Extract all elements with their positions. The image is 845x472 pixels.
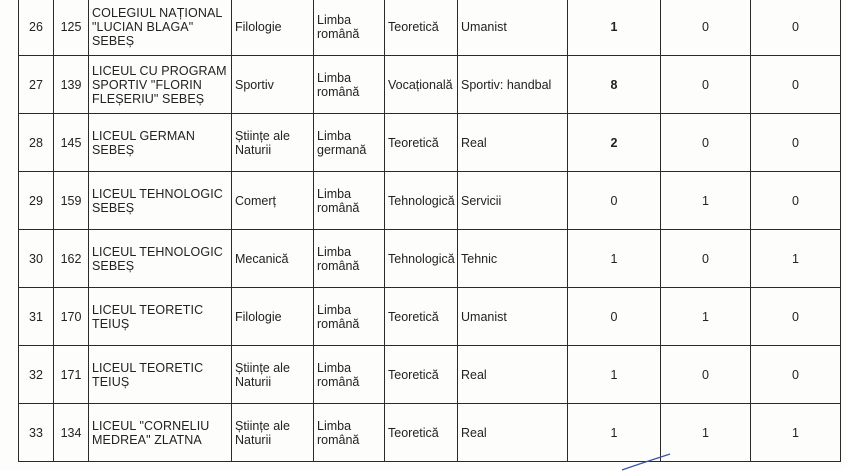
school-name-cell: COLEGIUL NAȚIONAL "LUCIAN BLAGA" SEBEȘ	[89, 0, 232, 56]
filiera-cell: Vocațională	[385, 56, 458, 114]
count-1-cell: 1	[568, 404, 661, 462]
filiera-cell: Tehnologică	[385, 230, 458, 288]
profile-cell: Științe ale Naturii	[232, 114, 314, 172]
specialization-cell: Sportiv: handbal	[458, 56, 568, 114]
filiera-cell: Tehnologică	[385, 172, 458, 230]
school-code-cell: 125	[54, 0, 89, 56]
school-name-cell: LICEUL TEHNOLOGIC SEBEȘ	[89, 172, 232, 230]
school-name-cell: LICEUL TEORETIC TEIUȘ	[89, 346, 232, 404]
row-number-cell: 31	[19, 288, 54, 346]
teaching-language-cell: Limba română	[314, 230, 385, 288]
count-2-cell: 0	[661, 56, 751, 114]
teaching-language-cell: Limba germană	[314, 114, 385, 172]
school-name-cell: LICEUL TEORETIC TEIUȘ	[89, 288, 232, 346]
specialization-cell: Tehnic	[458, 230, 568, 288]
teaching-language-cell: Limba română	[314, 56, 385, 114]
table-row	[19, 56, 841, 114]
profile-cell: Mecanică	[232, 230, 314, 288]
profile-cell: Științe ale Naturii	[232, 346, 314, 404]
count-3-cell: 1	[751, 404, 841, 462]
school-code-cell: 134	[54, 404, 89, 462]
count-1-cell: 8	[568, 56, 661, 114]
count-3-cell: 0	[751, 346, 841, 404]
count-1-cell: 0	[568, 172, 661, 230]
teaching-language-cell: Limba română	[314, 404, 385, 462]
school-code-cell: 139	[54, 56, 89, 114]
count-3-cell: 0	[751, 172, 841, 230]
count-2-cell: 0	[661, 346, 751, 404]
profile-cell: Științe ale Naturii	[232, 404, 314, 462]
count-2-cell: 0	[661, 230, 751, 288]
table-row	[19, 172, 841, 230]
count-2-cell: 0	[661, 0, 751, 56]
profile-cell: Filologie	[232, 0, 314, 56]
count-1-cell: 1	[568, 230, 661, 288]
row-number-cell: 28	[19, 114, 54, 172]
specialization-cell: Umanist	[458, 288, 568, 346]
teaching-language-cell: Limba română	[314, 0, 385, 56]
count-2-cell: 0	[661, 114, 751, 172]
row-number-cell: 26	[19, 0, 54, 56]
specialization-cell: Umanist	[458, 0, 568, 56]
count-3-cell: 0	[751, 56, 841, 114]
school-code-cell: 171	[54, 346, 89, 404]
specialization-cell: Servicii	[458, 172, 568, 230]
filiera-cell: Teoretică	[385, 114, 458, 172]
count-2-cell: 1	[661, 172, 751, 230]
teaching-language-cell: Limba română	[314, 288, 385, 346]
count-2-cell: 1	[661, 288, 751, 346]
filiera-cell: Teoretică	[385, 346, 458, 404]
school-name-cell: LICEUL GERMAN SEBEȘ	[89, 114, 232, 172]
row-number-cell: 32	[19, 346, 54, 404]
filiera-cell: Teoretică	[385, 404, 458, 462]
count-3-cell: 0	[751, 288, 841, 346]
school-code-cell: 162	[54, 230, 89, 288]
school-name-cell: LICEUL "CORNELIU MEDREA" ZLATNA	[89, 404, 232, 462]
profile-cell: Comerț	[232, 172, 314, 230]
school-name-cell: LICEUL CU PROGRAM SPORTIV "FLORIN FLEȘERIU" SEBEȘ	[89, 56, 232, 114]
profile-cell: Sportiv	[232, 56, 314, 114]
row-number-cell: 27	[19, 56, 54, 114]
school-code-cell: 145	[54, 114, 89, 172]
teaching-language-cell: Limba română	[314, 172, 385, 230]
row-number-cell: 33	[19, 404, 54, 462]
table-row	[19, 114, 841, 172]
row-number-cell: 30	[19, 230, 54, 288]
specialization-cell: Real	[458, 404, 568, 462]
pen-stroke	[618, 452, 678, 472]
schools-table	[18, 0, 841, 462]
count-1-cell: 0	[568, 288, 661, 346]
filiera-cell: Teoretică	[385, 288, 458, 346]
profile-cell: Filologie	[232, 288, 314, 346]
school-code-cell: 170	[54, 288, 89, 346]
count-1-cell: 1	[568, 0, 661, 56]
teaching-language-cell: Limba română	[314, 346, 385, 404]
row-number-cell: 29	[19, 172, 54, 230]
count-1-cell: 2	[568, 114, 661, 172]
filiera-cell: Teoretică	[385, 0, 458, 56]
school-name-cell: LICEUL TEHNOLOGIC SEBEȘ	[89, 230, 232, 288]
count-2-cell: 1	[661, 404, 751, 462]
specialization-cell: Real	[458, 346, 568, 404]
count-3-cell: 0	[751, 114, 841, 172]
table-row	[19, 288, 841, 346]
specialization-cell: Real	[458, 114, 568, 172]
count-3-cell: 0	[751, 0, 841, 56]
table-row	[19, 346, 841, 404]
count-3-cell: 1	[751, 230, 841, 288]
school-code-cell: 159	[54, 172, 89, 230]
count-1-cell: 1	[568, 346, 661, 404]
table-row	[19, 0, 841, 56]
table-row	[19, 404, 841, 462]
table-row	[19, 230, 841, 288]
